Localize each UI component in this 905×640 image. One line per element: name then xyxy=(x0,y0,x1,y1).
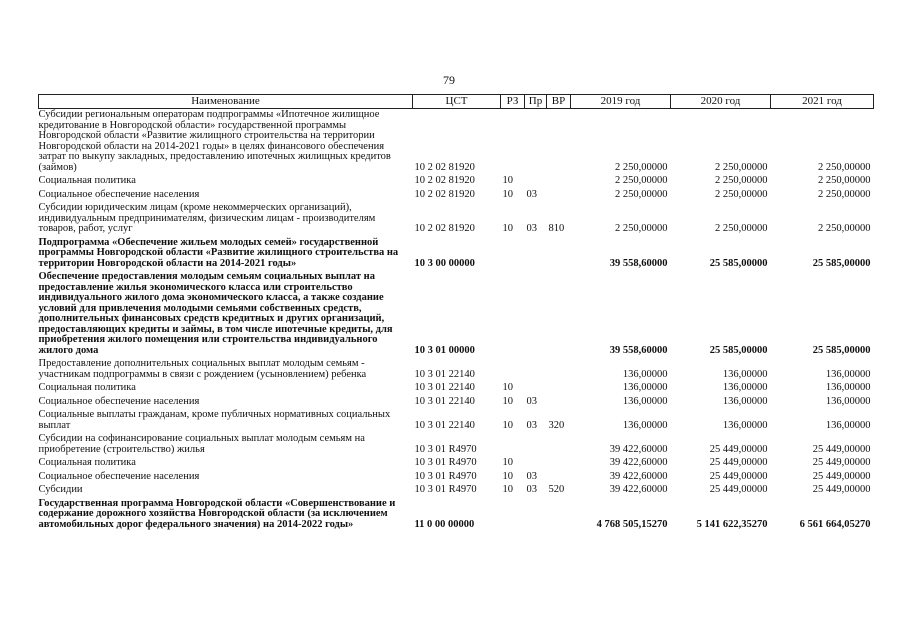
table-row xyxy=(39,471,874,485)
row-cst: 10 2 02 81920 xyxy=(414,188,475,200)
row-value-2020: 2 250,00000 xyxy=(715,175,768,186)
header-name: Наименование xyxy=(39,95,413,109)
table-row xyxy=(39,175,874,189)
row-vr xyxy=(547,433,571,457)
row-vr xyxy=(547,396,571,410)
row-cst: 10 3 01 R4970 xyxy=(414,443,477,455)
row-rz: 10 xyxy=(502,457,513,468)
row-value-2019: 39 422,60000 xyxy=(609,443,668,455)
row-pr xyxy=(525,358,547,382)
row-value-2019: 39 422,60000 xyxy=(609,470,668,482)
row-pr: 03 xyxy=(526,470,537,482)
row-cst: 10 3 00 00000 xyxy=(414,257,475,269)
row-value-2019: 39 422,60000 xyxy=(609,457,668,468)
row-rz: 10 xyxy=(502,470,513,482)
row-value-2020: 25 585,00000 xyxy=(709,344,768,356)
row-name: Субсидии региональным операторам подпрограммы «Ипотечное жилищное кредитование в Новгородской области» государственной программы Новгородской области «Развитие жилищного строительства на территории Новгородской области на 2014-2021 годы» в целях финансового обеспечения затрат по выкупу закладных, предоставлению ипотечных жилищных кредитов (займов) xyxy=(38,109,391,173)
row-rz: 10 xyxy=(502,382,513,393)
row-pr xyxy=(525,237,547,272)
row-value-2019: 136,00000 xyxy=(622,395,668,407)
row-rz: 10 xyxy=(502,484,513,495)
row-name: Субсидии xyxy=(38,484,83,495)
row-name: Субсидии на софинансирование социальных выплат молодым семьям на приобретение (строительство) жилья xyxy=(38,433,365,455)
page-number: 79 xyxy=(443,73,455,87)
row-pr: 03 xyxy=(526,223,537,234)
row-value-2021: 25 449,00000 xyxy=(812,484,871,495)
row-rz: 10 xyxy=(502,223,513,234)
row-rz xyxy=(501,109,525,176)
row-rz xyxy=(501,358,525,382)
row-value-2019: 2 250,00000 xyxy=(615,161,668,173)
header-2020: 2020 год xyxy=(671,95,771,109)
row-vr xyxy=(547,471,571,485)
row-pr xyxy=(525,109,547,176)
row-value-2021: 25 585,00000 xyxy=(812,344,871,356)
row-rz xyxy=(501,498,525,533)
header-2019: 2019 год xyxy=(571,95,671,109)
row-vr xyxy=(547,189,571,203)
row-value-2020: 25 449,00000 xyxy=(709,443,768,455)
row-value-2019: 2 250,00000 xyxy=(615,188,668,200)
table-row xyxy=(39,433,874,457)
row-value-2021: 136,00000 xyxy=(825,419,871,431)
row-rz: 10 xyxy=(502,175,513,186)
row-value-2019: 136,00000 xyxy=(622,368,668,380)
row-value-2020: 136,00000 xyxy=(722,395,768,407)
row-value-2020: 25 449,00000 xyxy=(709,484,768,495)
header-pr: Пр xyxy=(525,95,547,109)
row-cst: 10 3 01 00000 xyxy=(414,344,475,356)
row-value-2020: 2 250,00000 xyxy=(715,223,768,234)
row-cst: 10 3 01 R4970 xyxy=(414,457,477,468)
table-row xyxy=(39,271,874,358)
row-cst: 10 2 02 81920 xyxy=(414,175,475,186)
row-name: Предоставление дополнительных социальных выплат молодым семьям - участникам подпрограммы в связи с рождением (усыновлением) ребенка xyxy=(38,358,367,380)
row-vr: 810 xyxy=(548,223,565,234)
row-value-2021: 25 585,00000 xyxy=(812,257,871,269)
table-row xyxy=(39,202,874,237)
row-pr: 03 xyxy=(526,188,537,200)
row-pr xyxy=(525,382,547,396)
row-value-2021: 2 250,00000 xyxy=(818,188,871,200)
row-pr: 03 xyxy=(526,419,537,431)
row-name: Социальная политика xyxy=(38,175,136,186)
row-rz xyxy=(501,271,525,358)
row-value-2019: 39 558,60000 xyxy=(609,344,668,356)
row-cst: 10 3 01 22140 xyxy=(414,419,475,431)
row-value-2020: 25 449,00000 xyxy=(709,457,768,468)
row-value-2020: 136,00000 xyxy=(722,368,768,380)
table-row xyxy=(39,484,874,498)
row-value-2020: 136,00000 xyxy=(722,419,768,431)
row-value-2019: 2 250,00000 xyxy=(615,175,668,186)
row-pr xyxy=(525,457,547,471)
row-name: Социальное обеспечение населения xyxy=(38,470,200,482)
row-value-2020: 5 141 622,35270 xyxy=(696,518,768,530)
row-value-2020: 25 585,00000 xyxy=(709,257,768,269)
row-name: Обеспечение предоставления молодым семьям социальных выплат на предоставление жилья экономического класса или строительство индивидуального жилого дома экономического класса, а также создание условий для привлечения молодыми семьями собственных средств, дополнительных финансовых средств кредитных и других организаций, предоставляющих кредиты и займы, в том числе ипотечные кредиты, для приобретения жилого помещения или строительства индивидуального жилого дома xyxy=(38,271,393,356)
row-rz: 10 xyxy=(502,395,513,407)
table-header-row xyxy=(39,95,874,109)
row-rz: 10 xyxy=(502,188,513,200)
row-name: Социальная политика xyxy=(38,382,136,393)
row-name: Государственная программа Новгородской области «Совершенствование и содержание дорожного хозяйства Новгородской области (за исключением автомобильных дорог федерального значения) на 2014-2022 годы» xyxy=(38,497,396,530)
header-vr: ВР xyxy=(547,95,571,109)
row-rz xyxy=(501,237,525,272)
header-rz: РЗ xyxy=(501,95,525,109)
row-name: Социальное обеспечение населения xyxy=(38,188,200,200)
table-row xyxy=(39,189,874,203)
row-value-2019: 39 558,60000 xyxy=(609,257,668,269)
table-row xyxy=(39,358,874,382)
row-vr xyxy=(547,271,571,358)
row-value-2021: 25 449,00000 xyxy=(812,470,871,482)
budget-table xyxy=(38,94,874,532)
row-value-2021: 25 449,00000 xyxy=(812,443,871,455)
row-cst: 10 3 01 R4970 xyxy=(414,484,477,495)
row-pr xyxy=(525,271,547,358)
table-row xyxy=(39,237,874,272)
row-rz: 10 xyxy=(502,419,513,431)
table-body xyxy=(39,109,874,533)
row-cst: 10 2 02 81920 xyxy=(414,223,475,234)
row-vr xyxy=(547,237,571,272)
row-cst: 11 0 00 00000 xyxy=(414,518,475,530)
table-row xyxy=(39,396,874,410)
row-value-2021: 25 449,00000 xyxy=(812,457,871,468)
table-row xyxy=(39,457,874,471)
row-value-2019: 2 250,00000 xyxy=(615,223,668,234)
row-value-2021: 2 250,00000 xyxy=(818,175,871,186)
row-pr: 03 xyxy=(526,484,537,495)
row-name: Социальные выплаты гражданам, кроме публичных нормативных социальных выплат xyxy=(38,409,391,431)
row-value-2021: 2 250,00000 xyxy=(818,223,871,234)
row-cst: 10 3 01 22140 xyxy=(414,368,475,380)
row-name: Подпрограмма «Обеспечение жильем молодых семей» государственной программы Новгородской области «Развитие жилищного строительства на территории Новгородской области на 2014-2021 годы» xyxy=(38,236,399,269)
row-value-2020: 136,00000 xyxy=(722,382,768,393)
row-value-2021: 136,00000 xyxy=(825,382,871,393)
row-name: Социальная политика xyxy=(38,457,136,468)
row-value-2021: 136,00000 xyxy=(825,368,871,380)
row-vr xyxy=(547,109,571,176)
row-value-2020: 25 449,00000 xyxy=(709,470,768,482)
row-value-2020: 2 250,00000 xyxy=(715,161,768,173)
table-row xyxy=(39,109,874,176)
row-value-2019: 136,00000 xyxy=(622,419,668,431)
header-2021: 2021 год xyxy=(771,95,874,109)
row-vr: 520 xyxy=(548,484,565,495)
row-pr xyxy=(525,498,547,533)
row-vr xyxy=(547,457,571,471)
row-value-2021: 136,00000 xyxy=(825,395,871,407)
row-cst: 10 3 01 R4970 xyxy=(414,470,477,482)
row-value-2021: 6 561 664,05270 xyxy=(799,518,871,530)
row-vr xyxy=(547,498,571,533)
row-value-2019: 39 422,60000 xyxy=(609,484,668,495)
row-pr: 03 xyxy=(526,395,537,407)
row-cst: 10 3 01 22140 xyxy=(414,382,475,393)
table-row xyxy=(39,409,874,433)
row-pr xyxy=(525,433,547,457)
row-rz xyxy=(501,433,525,457)
row-value-2019: 136,00000 xyxy=(622,382,668,393)
row-name: Субсидии юридическим лицам (кроме некоммерческих организаций), индивидуальным предпринимателям, физическим лицам - производителям товаров, работ, услуг xyxy=(38,202,376,234)
row-value-2020: 2 250,00000 xyxy=(715,188,768,200)
row-pr xyxy=(525,175,547,189)
row-vr: 320 xyxy=(548,419,565,431)
row-cst: 10 3 01 22140 xyxy=(414,395,475,407)
row-value-2021: 2 250,00000 xyxy=(818,161,871,173)
table-row xyxy=(39,498,874,533)
header-cst: ЦСТ xyxy=(413,95,501,109)
row-vr xyxy=(547,175,571,189)
row-name: Социальное обеспечение населения xyxy=(38,395,200,407)
row-vr xyxy=(547,382,571,396)
row-cst: 10 2 02 81920 xyxy=(414,161,475,173)
row-value-2019: 4 768 505,15270 xyxy=(596,518,668,530)
row-vr xyxy=(547,358,571,382)
table-row xyxy=(39,382,874,396)
